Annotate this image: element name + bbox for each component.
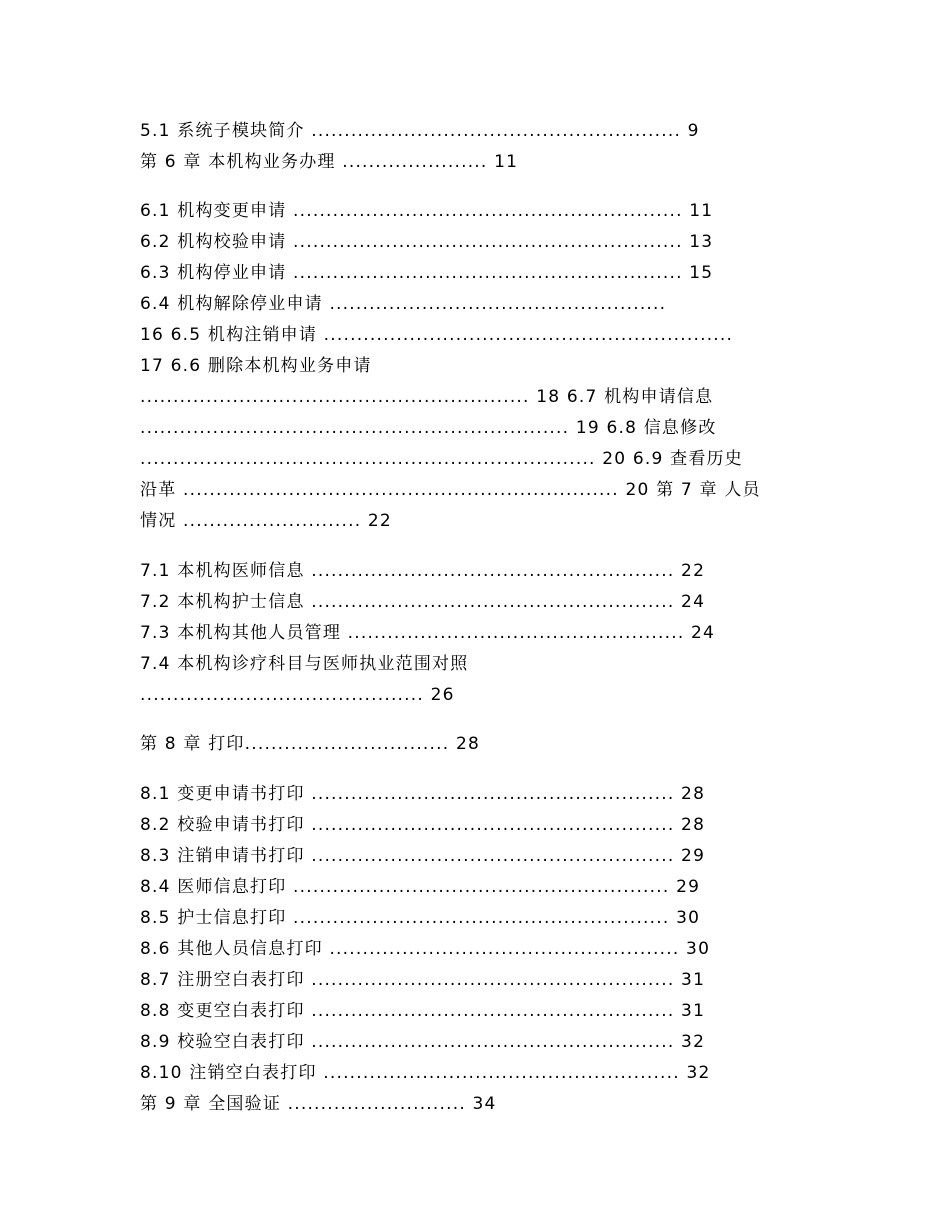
toc-entry-8-6[interactable]: 8.6 其他人员信息打印 ..................................................... 30 xyxy=(140,939,711,959)
toc-entry-6-1[interactable]: 6.1 机构变更申请 ........................................................... 11 xyxy=(140,201,714,221)
toc-entry-8-3[interactable]: 8.3 注销申请书打印 ....................................................... 29 xyxy=(140,846,706,866)
toc-entry-6-5[interactable]: 16 6.5 机构注销申请 .............................................................. xyxy=(140,325,734,345)
toc-entry-8-5[interactable]: 8.5 护士信息打印 ......................................................... 30 xyxy=(140,908,701,928)
toc-chapter-8[interactable]: 第 8 章 打印............................... 28 xyxy=(140,734,480,754)
toc-entry-7-4[interactable]: 7.4 本机构诊疗科目与医师执业范围对照 xyxy=(140,654,469,674)
toc-entry-8-9[interactable]: 8.9 校验空白表打印 ....................................................... 32 xyxy=(140,1032,706,1052)
toc-chapter-9[interactable]: 第 9 章 全国验证 ........................... 34 xyxy=(140,1094,497,1114)
toc-chapter-7-cont[interactable]: 情况 ........................... 22 xyxy=(140,511,392,531)
toc-entry-6-3[interactable]: 6.3 机构停业申请 ........................................................... 15 xyxy=(140,263,714,283)
toc-entry-6-2[interactable]: 6.2 机构校验申请 ........................................................... 13 xyxy=(140,232,714,252)
toc-entry-7-2[interactable]: 7.2 本机构护士信息 ....................................................... 24 xyxy=(140,592,706,612)
toc-entry-6-7[interactable]: ........................................................... 18 6.7 机构申请信息 xyxy=(140,387,714,407)
toc-entry-8-7[interactable]: 8.7 注册空白表打印 ....................................................... 31 xyxy=(140,970,706,990)
toc-entry-8-10[interactable]: 8.10 注销空白表打印 ...................................................... 32 xyxy=(140,1063,711,1083)
toc-entry-8-8[interactable]: 8.8 变更空白表打印 ....................................................... 31 xyxy=(140,1001,706,1021)
toc-entry-7-3[interactable]: 7.3 本机构其他人员管理 ................................................... 24 xyxy=(140,623,716,643)
toc-entry-5-1[interactable]: 5.1 系统子模块简介 ........................................................ 9 xyxy=(140,121,700,141)
toc-entry-6-4[interactable]: 6.4 机构解除停业申请 ................................................... xyxy=(140,294,667,314)
toc-entry-6-8[interactable]: ................................................................. 19 6.8 信息修改 xyxy=(140,418,717,438)
toc-entry-8-4[interactable]: 8.4 医师信息打印 ......................................................... 29 xyxy=(140,877,701,897)
toc-entry-7-4-cont[interactable]: ........................................... 26 xyxy=(140,685,455,705)
toc-entry-7-1[interactable]: 7.1 本机构医师信息 ....................................................... 22 xyxy=(140,561,706,581)
toc-entry-6-6[interactable]: 17 6.6 删除本机构业务申请 xyxy=(140,356,372,376)
toc-entry-6-9[interactable]: ..................................................................... 20 6.9 查看历史 xyxy=(140,449,743,469)
toc-chapter-7[interactable]: 沿革 .................................................................. 20 第 7 章 人员 xyxy=(140,480,761,500)
toc-chapter-6[interactable]: 第 6 章 本机构业务办理 ...................... 11 xyxy=(140,152,519,172)
toc-entry-8-1[interactable]: 8.1 变更申请书打印 ....................................................... 28 xyxy=(140,784,706,804)
toc-entry-8-2[interactable]: 8.2 校验申请书打印 ....................................................... 28 xyxy=(140,815,706,835)
